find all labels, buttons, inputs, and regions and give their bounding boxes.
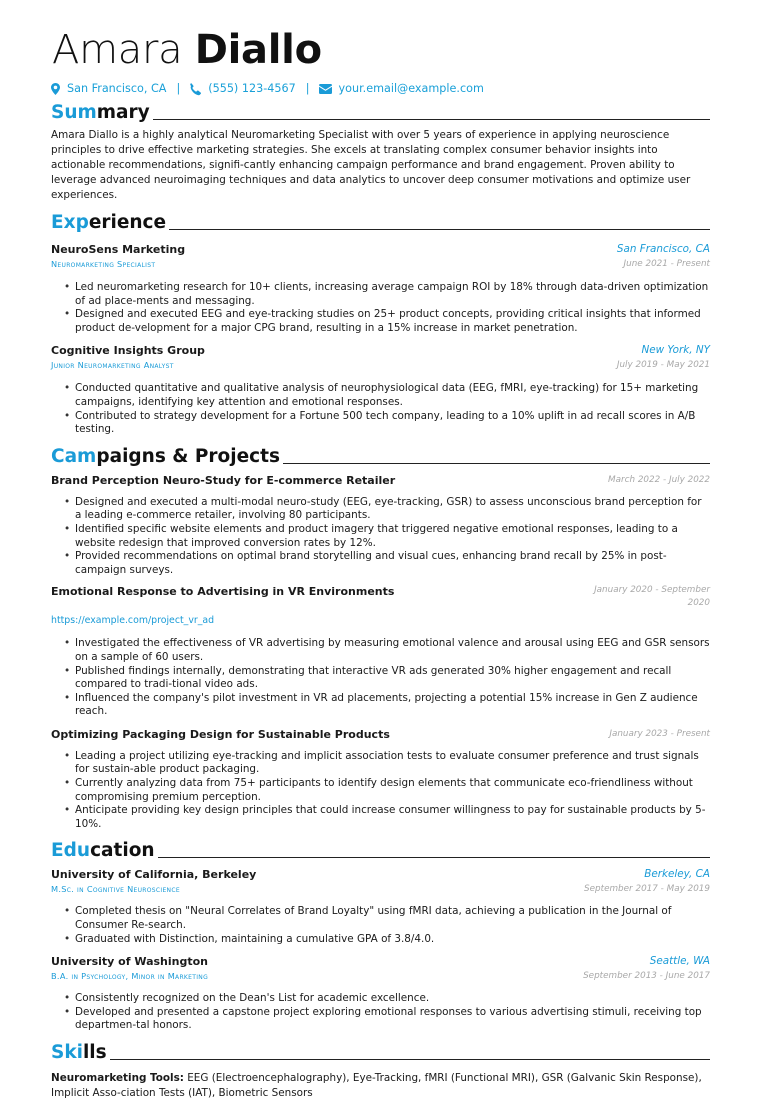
skills-list: EEG (Electroencephalography), Eye-Tracking, fMRI (Functional MRI), GSR (Galvanic Skin Response), Implicit Asso-ciation Tests (IAT), Biometric Sensors [51,1072,702,1099]
email-link: your.email@example.com [338,81,484,95]
bullet-list [51,637,710,719]
project-date: March 2022 - July 2022 [608,474,710,485]
phone-text: (555) 123-4567 [208,81,296,95]
list-item: • Identified specific website elements and product imagery that triggered negative emotional responses, leading to a website redesign that improved conversion rates by 12%. [51,523,710,550]
project-date: January 2023 - Present [609,728,710,739]
bullet-list [51,496,710,578]
entry-location: San Francisco, CA [616,243,710,255]
entry-role: M.Sc. in Cognitive Neuroscience [51,884,180,895]
project-entry [51,727,710,832]
list-item: • Anticipate providing key design principles that could increase consumer willingness to pay for sustainable products by 5-10%. [51,804,710,831]
entry-org: Cognitive Insights Group [51,344,205,358]
skills-label: Neuromarketing Tools: [51,1072,184,1084]
list-item: • Graduated with Distinction, maintaining a cumulative GPA of 3.8/4.0. [51,933,710,947]
list-item: • Conducted quantitative and qualitative analysis of neurophysiological data (EEG, fMRI, eye-tracking) for 15+ marketing campaigns, identifying key attention and emotional responses. [51,382,710,409]
project-date: January 2020 - September 2020 [594,585,710,609]
project-entry [51,584,710,719]
contact-separator: | [176,81,181,95]
list-item: • Provided recommendations on optimal brand storytelling and visual cues, enhancing brand recall by 25% in post-campaign surveys. [51,550,710,577]
list-item: • Developed and presented a capstone project exploring emotional responses to various advertising stimuli, receiving top departmen-tal honors. [51,1006,710,1033]
entry-org: University of Washington [51,955,209,969]
project-entry [51,473,710,578]
phone-icon [189,83,201,95]
entry-location: Seattle, WA [649,955,710,968]
entry-location: New York, NY [641,344,710,357]
location-text: San Francisco, CA [67,81,167,95]
list-item: • Investigated the effectiveness of VR advertising by measuring emotional valence and arousal using EEG and GSR sensors on a sample of 60 users. [51,637,710,664]
contact-email[interactable] [319,82,484,96]
project-title: Optimizing Packaging Design for Sustainable Products [51,727,390,741]
bullet-list [51,281,710,335]
experience-entry [51,242,710,335]
contact-bar [51,81,710,97]
list-item: • Led neuromarketing research for 10+ clients, increasing average campaign ROI by 18% through data-driven optimization of ad place-ments and messaging. [51,281,710,308]
section-rule [169,229,710,230]
entry-role: B.A. in Psychology, Minor in Marketing [51,971,209,982]
entry-date: July 2019 - May 2021 [616,360,710,371]
last-name: Diallo [194,27,322,73]
experience-entry [51,343,710,436]
list-item: • Influenced the company's pilot investment in VR ad placements, projecting a potential 15% increase in Gen Z audience reach. [51,692,710,719]
entry-location: Berkeley, CA [644,868,710,881]
entry-date: September 2017 - May 2019 [584,884,710,895]
first-name: Amara [52,27,183,73]
project-link[interactable]: https://example.com/project_vr_ad [51,615,215,627]
section-title-education: Education [51,837,710,863]
entry-date: June 2021 - Present [623,259,710,269]
list-item: • Designed and executed EEG and eye-tracking studies on 25+ product concepts, providing critical insights that informed product de-velopment for a major CPG brand, resulting in a 15% increase in market penetration. [51,308,710,335]
list-item: • Designed and executed a multi-modal neuro-study (EEG, eye-tracking, GSR) to assess unconscious brand perception for a leading e-commerce retailer, involving 80 participants. [51,496,710,523]
entry-date: September 2013 - June 2017 [583,971,710,982]
contact-location [51,82,166,96]
candidate-name [52,26,710,74]
bullet-list [51,750,710,832]
list-item: • Leading a project utilizing eye-tracking and implicit association tests to evaluate consumer preference and trust signals for sustain-able product packaging. [51,750,710,777]
section-title-skills: Skills [51,1039,710,1065]
entry-org: University of California, Berkeley [51,868,257,882]
section-title-projects: Campaigns & Projects [51,443,710,469]
map-pin-icon [51,83,60,95]
list-item: • Completed thesis on "Neural Correlates of Brand Loyalty" using fMRI data, achieving a publication in the Journal of Consumer Re-search. [51,905,710,932]
entry-role: Neuromarketing Specialist [51,259,156,269]
education-entry [51,954,710,1033]
list-item: • Consistently recognized on the Dean's List for academic excellence. [51,992,710,1006]
section-rule [158,857,710,858]
section-rule [283,463,710,464]
project-title: Emotional Response to Advertising in VR Environments [51,585,395,599]
bullet-list [51,905,710,946]
section-title-summary: Summary [51,99,710,125]
section-title-experience: Experience [51,209,710,235]
envelope-icon [319,84,332,94]
bullet-list [51,382,710,436]
entry-org: NeuroSens Marketing [51,243,186,256]
contact-separator: | [305,81,310,95]
list-item: • Published findings internally, demonstrating that interactive VR ads generated 30% higher engagement and recall compared to tradi-tional video ads. [51,665,710,692]
contact-phone[interactable] [189,82,296,96]
project-title: Brand Perception Neuro-Study for E-commerce Retailer [51,473,396,487]
list-item: • Contributed to strategy development for a Fortune 500 tech company, leading to a 10% uplift in ad recall scores in A/B testing. [51,410,710,437]
bullet-list [51,992,710,1033]
entry-role: Junior Neuromarketing Analyst [51,360,174,371]
summary-text: Amara Diallo is a highly analytical Neuromarketing Specialist with over 5 years of experience in applying neuroscience principles to drive effective marketing strategies. She excels at translating complex consumer behavior insights into actionable recommendations, signifi-cantly enhancing campaign performance and brand engagement. Proven ability to leverage advanced neuroimaging techniques and data analytics to uncover deep consumer motivations and optimize user experiences. [51,129,691,201]
skills-text [51,1071,710,1101]
list-item: • Currently analyzing data from 75+ participants to identify design elements that communicate eco-friendliness without compromising premium perception. [51,777,710,804]
section-rule [110,1059,710,1060]
education-entry [51,867,710,946]
section-rule [153,119,710,120]
